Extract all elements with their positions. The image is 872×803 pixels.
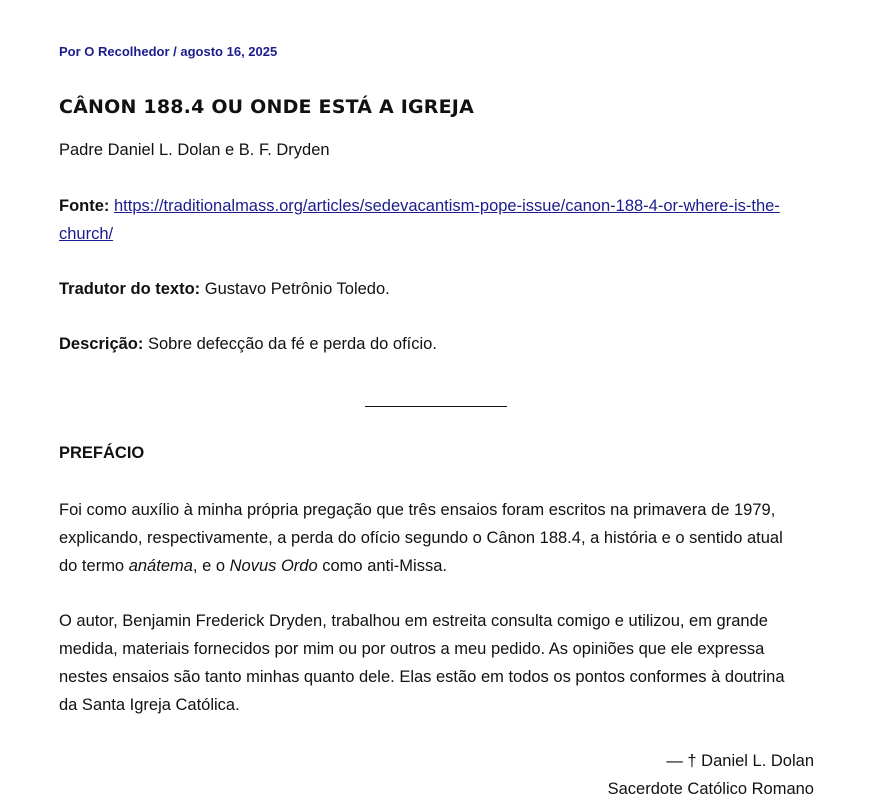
signature-name: — † Daniel L. Dolan — [666, 752, 814, 770]
term-novus-ordo: Novus Ordo — [229, 557, 318, 575]
term-anatema: anátema — [128, 557, 193, 575]
p1-line3a: do termo — [59, 557, 129, 575]
p1-line1: Foi como auxílio à minha própria pregação que três ensaios foram escritos na primavera de 1979, — [59, 501, 776, 519]
description-value: Sobre defecção da fé e perda do ofício. — [143, 335, 437, 353]
preface-paragraph-1 — [59, 496, 819, 580]
p2-line3: nestes ensaios são tanto minhas quanto dele. Elas estão em todos os pontos conformes à doutrina — [59, 668, 785, 686]
description-paragraph — [59, 330, 819, 358]
p1-line3c: como anti-Missa. — [317, 557, 447, 575]
signature-role: Sacerdote Católico Romano — [607, 780, 814, 798]
translator-value: Gustavo Petrônio Toledo. — [200, 280, 390, 298]
preface-heading: PREFÁCIO — [59, 444, 145, 462]
source-link[interactable] — [59, 197, 780, 243]
date-link[interactable]: agosto 16, 2025 — [180, 44, 278, 59]
p2-line4: da Santa Igreja Católica. — [59, 696, 240, 714]
post-meta — [59, 44, 277, 59]
byline: Padre Daniel L. Dolan e B. F. Dryden — [59, 141, 330, 159]
p1-line2: explicando, respectivamente, a perda do ofício segundo o Cânon 188.4, a história e o sentido atual — [59, 529, 783, 547]
source-link-line1: https://traditionalmass.org/articles/sedevacantism-pope-issue/canon-188-4-or-where-is-the- — [114, 197, 780, 215]
meta-separator: / — [169, 44, 181, 59]
preface-paragraph-2 — [59, 607, 819, 719]
source-paragraph — [59, 192, 819, 248]
description-label: Descrição: — [59, 335, 144, 353]
p1-line3b: , e o — [192, 557, 230, 575]
p2-line1: O autor, Benjamin Frederick Dryden, trabalhou em estreita consulta comigo e utilizou, em grande — [59, 612, 768, 630]
author-link[interactable]: O Recolhedor — [84, 44, 170, 59]
p2-line2: medida, materiais fornecidos por mim ou por outros a meu pedido. As opiniões que ele expressa — [59, 640, 765, 658]
page-title: CÂNON 188.4 OU ONDE ESTÁ A IGREJA — [59, 96, 474, 118]
section-divider — [365, 406, 507, 407]
source-label: Fonte: — [59, 197, 110, 215]
meta-prefix: Por — [59, 44, 85, 59]
translator-label: Tradutor do texto: — [59, 280, 201, 298]
source-link-line2: church/ — [59, 225, 114, 243]
translator-paragraph — [59, 275, 819, 303]
